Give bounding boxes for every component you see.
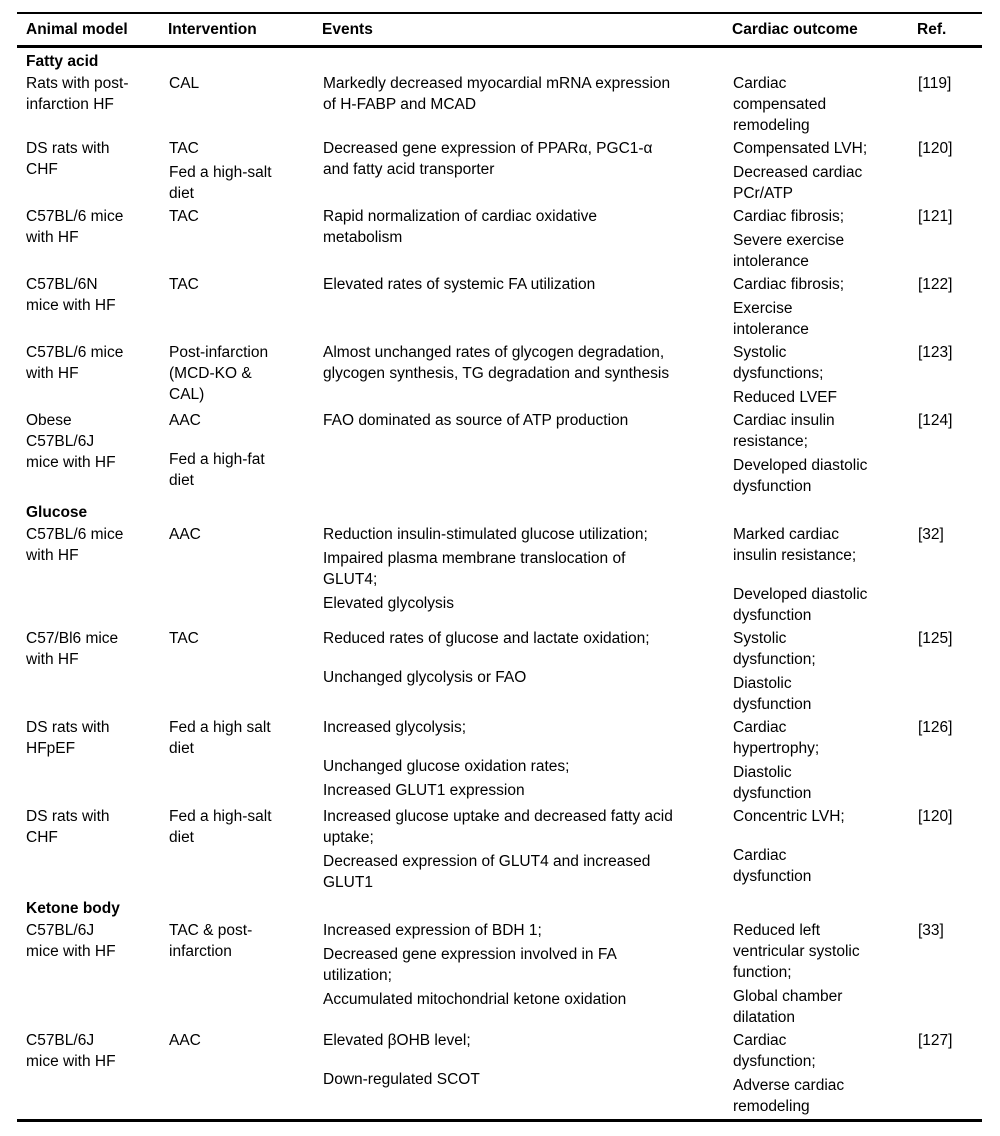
cell-intervention	[168, 138, 322, 206]
text-line: Post-infarction (MCD-KO & CAL)	[169, 344, 269, 403]
section-title: Fatty acid	[26, 53, 99, 70]
table-body	[17, 47, 982, 1121]
spacer	[733, 569, 869, 581]
cell-ref	[917, 342, 982, 410]
cell-animal-model	[17, 410, 168, 499]
spacer	[733, 830, 869, 842]
text-line: [125]	[918, 630, 953, 647]
text-line: FAO dominated as source of ATP production	[323, 412, 629, 429]
text-line: [33]	[918, 922, 944, 939]
text-line: Decreased gene expression involved in FA utilization;	[323, 946, 616, 984]
table-row	[17, 717, 982, 806]
text-line: [32]	[918, 526, 944, 543]
spacer	[169, 434, 278, 446]
text-line: [127]	[918, 1032, 953, 1049]
text-line: Global chamber dilatation	[733, 988, 843, 1026]
col-header-cardiac-outcome: Cardiac outcome	[732, 13, 917, 47]
text-line: Exercise intolerance	[733, 300, 809, 338]
text-line: Elevated rates of systemic FA utilization	[323, 276, 596, 293]
spacer	[323, 741, 677, 753]
cell-ref	[917, 920, 982, 1030]
spacer	[323, 652, 677, 664]
text-line: Increased glycolysis;	[323, 719, 467, 736]
text-line: Cardiac fibrosis;	[733, 208, 845, 225]
cell-events	[322, 206, 732, 274]
cell-events	[322, 628, 732, 717]
text-line: [122]	[918, 276, 953, 293]
text-line: Fed a high-fat diet	[169, 451, 265, 489]
cell-events	[322, 806, 732, 895]
cell-ref	[917, 806, 982, 895]
text-line: Increased GLUT1 expression	[323, 782, 525, 799]
section-row	[17, 47, 982, 74]
header-row	[17, 13, 982, 47]
text-line: Cardiac dysfunction;	[733, 1032, 816, 1070]
cell-ref	[917, 73, 982, 138]
table-row	[17, 138, 982, 206]
text-line: [124]	[918, 412, 953, 429]
text-line: Cardiac compensated remodeling	[733, 75, 827, 134]
text-line: Increased expression of BDH 1;	[323, 922, 542, 939]
cell-animal-model	[17, 920, 168, 1030]
text-line: Reduction insulin-stimulated glucose utilization;	[323, 526, 648, 543]
text-line: C57BL/6N mice with HF	[26, 276, 116, 314]
cell-animal-model	[17, 206, 168, 274]
cell-intervention	[168, 717, 322, 806]
text-line: AAC	[169, 1032, 201, 1049]
cell-events	[322, 342, 732, 410]
cell-intervention	[168, 274, 322, 342]
cell-intervention	[168, 410, 322, 499]
cell-cardiac-outcome	[732, 920, 917, 1030]
text-line: TAC	[169, 276, 199, 293]
cell-events	[322, 1030, 732, 1121]
cell-cardiac-outcome	[732, 806, 917, 895]
section-row	[17, 499, 982, 524]
table-row	[17, 628, 982, 717]
text-line: Rats with post-infarction HF	[26, 75, 129, 113]
text-line: Decreased expression of GLUT4 and increased GLUT1	[323, 853, 651, 891]
text-line: C57BL/6 mice with HF	[26, 208, 124, 246]
cell-cardiac-outcome	[732, 410, 917, 499]
text-line: Elevated glycolysis	[323, 595, 454, 612]
cell-events	[322, 717, 732, 806]
text-line: Increased glucose uptake and decreased fatty acid uptake;	[323, 808, 673, 846]
text-line: Adverse cardiac remodeling	[733, 1077, 845, 1115]
table-row	[17, 342, 982, 410]
cell-cardiac-outcome	[732, 524, 917, 628]
table-row	[17, 920, 982, 1030]
cell-cardiac-outcome	[732, 342, 917, 410]
cell-intervention	[168, 206, 322, 274]
cell-animal-model	[17, 806, 168, 895]
text-line: Reduced rates of glucose and lactate oxidation;	[323, 630, 650, 647]
cell-animal-model	[17, 342, 168, 410]
section-row	[17, 895, 982, 920]
text-line: Diastolic dysfunction	[733, 675, 812, 713]
text-line: [126]	[918, 719, 953, 736]
text-line: TAC & post-infarction	[169, 922, 253, 960]
section-title: Glucose	[26, 504, 88, 521]
cell-ref	[917, 524, 982, 628]
text-line: AAC	[169, 412, 201, 429]
text-line: Unchanged glucose oxidation rates;	[323, 758, 570, 775]
col-header-animal-model: Animal model	[17, 13, 168, 47]
text-line: DS rats with HFpEF	[26, 719, 110, 757]
cell-cardiac-outcome	[732, 628, 917, 717]
text-line: TAC	[169, 208, 199, 225]
cell-events	[322, 524, 732, 628]
text-line: Systolic dysfunction;	[733, 630, 816, 668]
table-row	[17, 206, 982, 274]
cell-intervention	[168, 73, 322, 138]
col-header-ref: Ref.	[917, 13, 982, 47]
text-line: Developed diastolic dysfunction	[733, 586, 868, 624]
table-row	[17, 274, 982, 342]
cell-animal-model	[17, 73, 168, 138]
text-line: Cardiac fibrosis;	[733, 276, 845, 293]
cell-animal-model	[17, 628, 168, 717]
table-row	[17, 806, 982, 895]
text-line: Systolic dysfunctions;	[733, 344, 824, 382]
text-line: [120]	[918, 808, 953, 825]
cell-intervention	[168, 1030, 322, 1121]
cell-events	[322, 920, 732, 1030]
text-line: [121]	[918, 208, 953, 225]
cell-events	[322, 410, 732, 499]
cell-ref	[917, 274, 982, 342]
table-header	[17, 13, 982, 47]
text-line: Marked cardiac insulin resistance;	[733, 526, 857, 564]
col-header-intervention: Intervention	[168, 13, 322, 47]
text-line: C57BL/6 mice with HF	[26, 344, 124, 382]
text-line: Decreased cardiac PCr/ATP	[733, 164, 863, 202]
text-line: Compensated LVH;	[733, 140, 868, 157]
table-row	[17, 73, 982, 138]
text-line: Reduced LVEF	[733, 389, 837, 406]
cell-cardiac-outcome	[732, 138, 917, 206]
section-title: Ketone body	[26, 900, 120, 917]
text-line: C57BL/6J mice with HF	[26, 922, 116, 960]
text-line: Cardiac insulin resistance;	[733, 412, 835, 450]
text-line: DS rats with CHF	[26, 808, 110, 846]
text-line: CAL	[169, 75, 200, 92]
text-line: DS rats with CHF	[26, 140, 110, 178]
text-line: Markedly decreased myocardial mRNA expression of H-FABP and MCAD	[323, 75, 671, 113]
text-line: TAC	[169, 630, 199, 647]
cell-intervention	[168, 628, 322, 717]
text-line: Fed a high-salt diet	[169, 808, 272, 846]
text-line: C57/Bl6 mice with HF	[26, 630, 119, 668]
cell-animal-model	[17, 138, 168, 206]
text-line: Impaired plasma membrane translocation of GLUT4;	[323, 550, 626, 588]
cell-intervention	[168, 920, 322, 1030]
text-line: Cardiac hypertrophy;	[733, 719, 820, 757]
cell-ref	[917, 628, 982, 717]
text-line: Cardiac dysfunction	[733, 847, 812, 885]
text-line: TAC	[169, 140, 199, 157]
text-line: Severe exercise intolerance	[733, 232, 845, 270]
cell-events	[322, 274, 732, 342]
cell-intervention	[168, 342, 322, 410]
text-line: [123]	[918, 344, 953, 361]
cell-cardiac-outcome	[732, 274, 917, 342]
animal-models-table	[17, 12, 982, 1122]
text-line: [119]	[918, 75, 952, 92]
text-line: Down-regulated SCOT	[323, 1071, 480, 1088]
cell-ref	[917, 1030, 982, 1121]
cell-animal-model	[17, 524, 168, 628]
cell-cardiac-outcome	[732, 206, 917, 274]
cell-intervention	[168, 806, 322, 895]
spacer	[323, 1054, 677, 1066]
cell-ref	[917, 410, 982, 499]
cell-cardiac-outcome	[732, 717, 917, 806]
text-line: Almost unchanged rates of glycogen degradation, glycogen synthesis, TG degradation and synthesis	[323, 344, 670, 382]
cell-animal-model	[17, 717, 168, 806]
cell-ref	[917, 206, 982, 274]
cell-intervention	[168, 524, 322, 628]
cell-ref	[917, 138, 982, 206]
text-line: Fed a high-salt diet	[169, 164, 272, 202]
text-line: AAC	[169, 526, 201, 543]
text-line: [120]	[918, 140, 953, 157]
cell-cardiac-outcome	[732, 1030, 917, 1121]
text-line: Developed diastolic dysfunction	[733, 457, 868, 495]
table-row	[17, 524, 982, 628]
cell-ref	[917, 717, 982, 806]
text-line: Obese C57BL/6J mice with HF	[26, 412, 116, 471]
cell-events	[322, 73, 732, 138]
cell-cardiac-outcome	[732, 73, 917, 138]
text-line: Unchanged glycolysis or FAO	[323, 669, 527, 686]
table-row	[17, 1030, 982, 1121]
text-line: Diastolic dysfunction	[733, 764, 812, 802]
text-line: Concentric LVH;	[733, 808, 845, 825]
text-line: Elevated βOHB level;	[323, 1032, 471, 1049]
text-line: C57BL/6J mice with HF	[26, 1032, 116, 1070]
text-line: Accumulated mitochondrial ketone oxidation	[323, 991, 627, 1008]
col-header-events: Events	[322, 13, 732, 47]
cell-animal-model	[17, 274, 168, 342]
text-line: Fed a high salt diet	[169, 719, 271, 757]
text-line: C57BL/6 mice with HF	[26, 526, 124, 564]
table-row	[17, 410, 982, 499]
cell-animal-model	[17, 1030, 168, 1121]
cell-events	[322, 138, 732, 206]
text-line: Decreased gene expression of PPARα, PGC1-α and fatty acid transporter	[323, 140, 653, 178]
text-line: Rapid normalization of cardiac oxidative metabolism	[323, 208, 597, 246]
text-line: Reduced left ventricular systolic function;	[733, 922, 860, 981]
